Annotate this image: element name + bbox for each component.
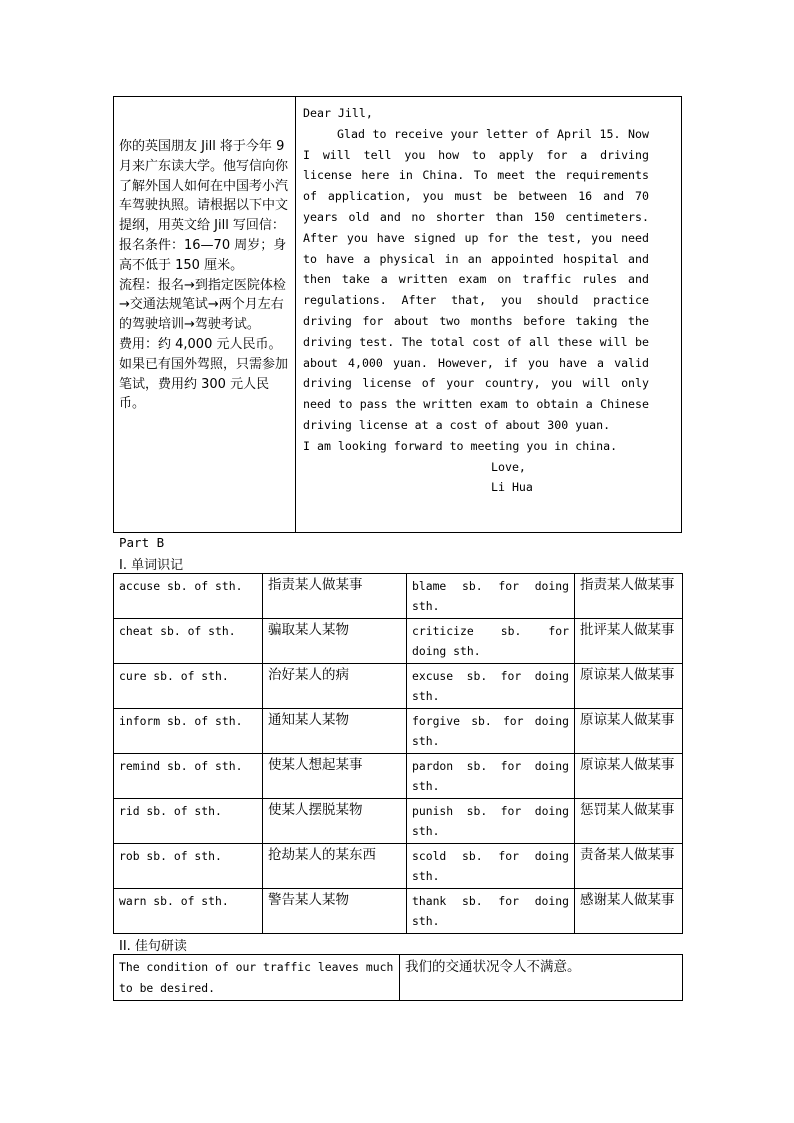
- phrase-table: [113, 573, 683, 934]
- phrase-cn: 使某人摆脱某物: [263, 799, 407, 844]
- phrase-en: excuse sb. for doing sth.: [407, 664, 575, 709]
- phrase-cn: 抢劫某人的某东西: [263, 844, 407, 889]
- prompt-line: 你的英国朋友 Jill 将于今年 9 月来广东读大学。他写信向你了解外国人如何在中国考小汽车驾驶执照。请根据以下中文提纲，用英文给 Jill 写回信：: [119, 139, 289, 234]
- table-row: [114, 574, 683, 619]
- phrase-cn: 惩罚某人做某事: [575, 799, 683, 844]
- prompt-line: 报名条件：16—70 周岁；身高不低于 150 厘米。: [119, 237, 287, 273]
- part-b-title: Part B: [119, 535, 165, 550]
- sample-letter: [303, 103, 649, 498]
- letter-closing-line: I am looking forward to meeting you in china.: [303, 438, 618, 453]
- task-prompt: [119, 137, 291, 414]
- phrase-cn: 骗取某人某物: [263, 619, 407, 664]
- phrase-cn: 感谢某人做某事: [575, 889, 683, 934]
- phrase-cn: 原谅某人做某事: [575, 664, 683, 709]
- phrase-cn: 指责某人做某事: [575, 574, 683, 619]
- phrase-en: remind sb. of sth.: [114, 754, 263, 799]
- phrase-en: rid sb. of sth.: [114, 799, 263, 844]
- phrase-en: punish sb. for doing sth.: [407, 799, 575, 844]
- letter-body: Glad to receive your letter of April 15. Now I will tell you how to apply for a driving license here in China. To meet the requirements of application, you must be between 16 and 70 years old and no shorter than 150 centimeters. After you have signed up for the test, you need to have a physical in an appointed hospital and then take a written exam on traffic rules and regulations. After that, you should practice driving for about two months before taking the driving test. The total cost of all these will be about 4,000 yuan. However, if you have a valid driving license of your country, you will only need to pass the written exam to obtain a Chinese driving license at a cost of about 300 yuan.: [303, 126, 649, 432]
- letter-signature: Li Hua: [491, 480, 533, 495]
- phrase-cn: 警告某人某物: [263, 889, 407, 934]
- prompt-line: 费用：约 4,000 元人民币。如果已有国外驾照，只需参加笔试，费用约 300 元人民币。: [119, 336, 289, 412]
- phrase-en: accuse sb. of sth.: [114, 574, 263, 619]
- letter-signoff: Love,: [491, 459, 526, 474]
- section-vocabulary-title: I. 单词识记: [119, 558, 184, 573]
- phrase-cn: 原谅某人做某事: [575, 754, 683, 799]
- sentence-table: [113, 954, 683, 1001]
- prompt-line: 流程：报名→到指定医院体检→交通法规笔试→两个月左右的驾驶培训→驾驶考试。: [119, 277, 286, 333]
- phrase-en: inform sb. of sth.: [114, 709, 263, 754]
- phrase-en: pardon sb. for doing sth.: [407, 754, 575, 799]
- phrase-cn: 责备某人做某事: [575, 844, 683, 889]
- sentence-en: The condition of our traffic leaves much to be desired.: [114, 955, 400, 1001]
- phrase-en: cure sb. of sth.: [114, 664, 263, 709]
- letter-greeting: Dear Jill,: [303, 106, 373, 120]
- table-row: [114, 754, 683, 799]
- phrase-en: rob sb. of sth.: [114, 844, 263, 889]
- phrase-cn: 治好某人的病: [263, 664, 407, 709]
- phrase-en: cheat sb. of sth.: [114, 619, 263, 664]
- phrase-en: scold sb. for doing sth.: [407, 844, 575, 889]
- table-row: [114, 709, 683, 754]
- phrase-en: warn sb. of sth.: [114, 889, 263, 934]
- phrase-cn: 指责某人做某事: [263, 574, 407, 619]
- table-row: [114, 799, 683, 844]
- phrase-en: thank sb. for doing sth.: [407, 889, 575, 934]
- phrase-en: blame sb. for doing sth.: [407, 574, 575, 619]
- table-row: [114, 664, 683, 709]
- table-row: [114, 889, 683, 934]
- phrase-cn: 原谅某人做某事: [575, 709, 683, 754]
- writing-task-table: [113, 96, 682, 533]
- phrase-en: forgive sb. for doing sth.: [407, 709, 575, 754]
- phrase-en: criticize sb. for doing sth.: [407, 619, 575, 664]
- table-row: [114, 955, 683, 1001]
- phrase-cn: 通知某人某物: [263, 709, 407, 754]
- table-row: [114, 844, 683, 889]
- phrase-cn: 使某人想起某事: [263, 754, 407, 799]
- phrase-cn: 批评某人做某事: [575, 619, 683, 664]
- table-row: [114, 619, 683, 664]
- section-sentence-title: II. 佳句研读: [119, 939, 187, 954]
- sentence-cn: 我们的交通状况令人不满意。: [400, 955, 683, 1001]
- task-prompt-cell: [114, 97, 296, 532]
- sample-letter-cell: [297, 97, 681, 532]
